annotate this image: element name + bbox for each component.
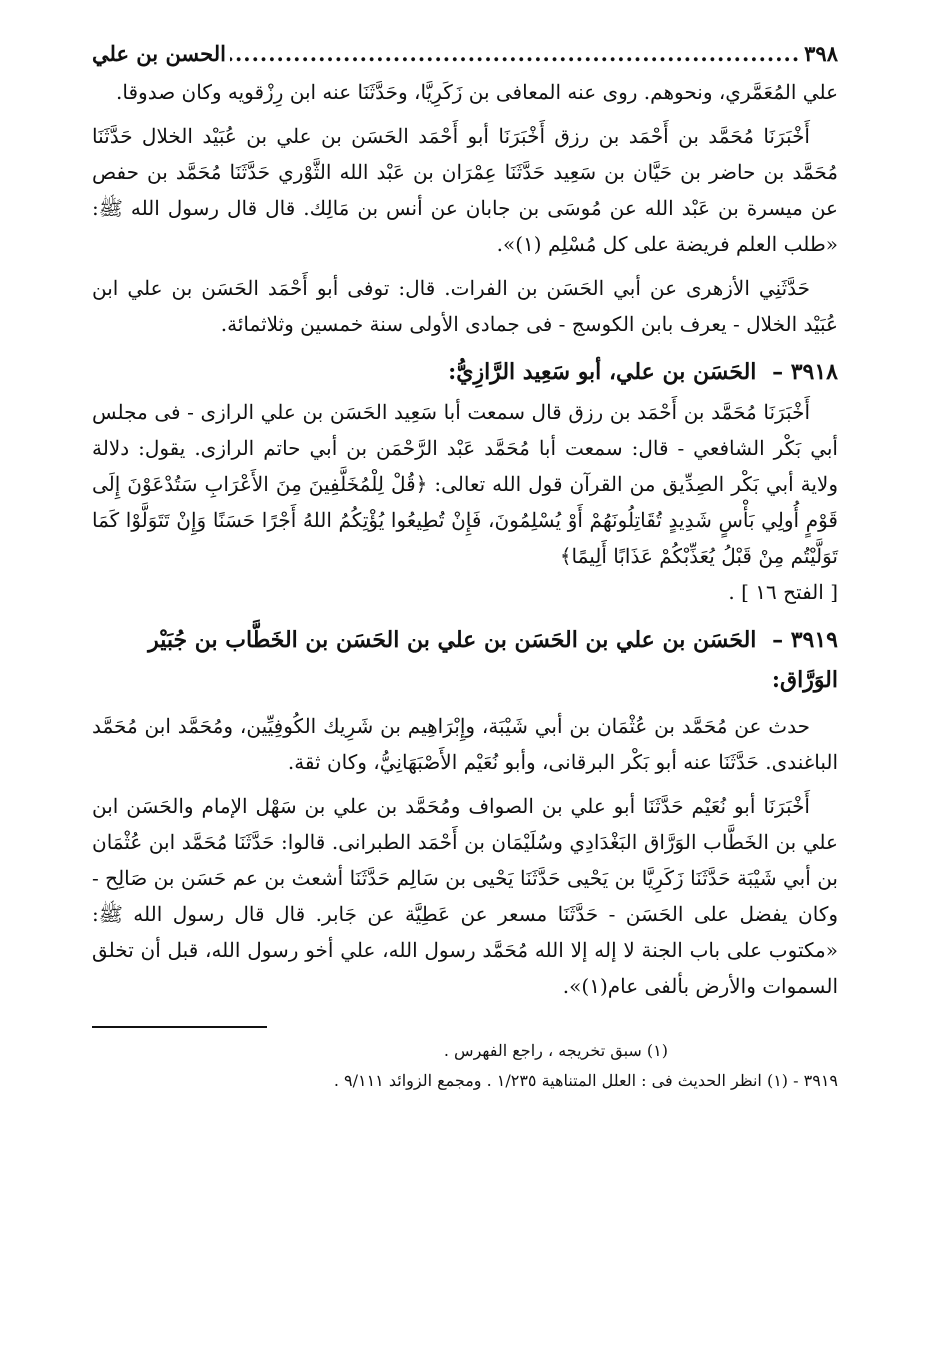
running-title: الحسن بن علي [92,41,226,66]
entry-heading-3919 [92,620,838,700]
hadith-paragraph-2: أَخْبَرَنَا أبو نُعَيْم حَدَّثَنَا أبو علي بن الصواف ومُحَمَّد بن علي بن سَهْل الإمام والحَسَن ابن علي بن الخَطَّاب الوَرَّاق البَغْدَادِي وسُلَيْمَان بن أَحْمَد الطبرانى. قالوا: حَدَّثَنَا مُحَمَّد ابن عُثْمَان بن أبي شَيْبَة حَدَّثَنَا زَكَرِيَّا بن يَحْيى حَدَّثَنَا يَحْيى بن سَالِم حَدَّثَنَا أشعث بن عم حَسَن بن صَالِح - وكان يفضل على الحَسَن - حَدَّثَنَا مسعر عن عَطِيَّة عن جَابر. قال قال رسول الله ﷺ: «مكتوب على باب الجنة لا إله إلا الله مُحَمَّد رسول الله، علي أخو رسول الله، قبل أن تخلق السموات والأرض بألفى عام(١)». [92,794,838,998]
footnote-1: (١) سبق تخريجه ، راجع الفهرس . [443,1041,668,1060]
quran-reference: [ الفتح ١٦ ] . [728,580,838,604]
header-dot-leader [230,34,800,74]
document-page [92,34,838,1096]
entry-title-3919: الحَسَن بن علي بن الحَسَن بن علي بن الحَسَن بن الخَطَّاب بن جُبَيْر الوَرَّاق: [148,627,838,693]
footnote-separator [92,1026,267,1028]
page-number: ٣٩٨ [804,41,838,66]
quran-paragraph: أَخْبَرَنَا مُحَمَّد بن أَحْمَد بن رزق قال سمعت أبا سَعِيد الحَسَن بن علي الرازى - فى مجلس أبي بَكْر الشافعي - قال: سمعت أبا مُحَمَّد عَبْد الرَّحْمَن بن أبي حاتم الرازى. يقول: دلالة ولاية أبي بَكْر الصِدِّيق من القرآن قول الله تعالى: ﴿قُلْ لِلْمُخَلَّفِينَ مِنَ الأَعْرَابِ سَتُدْعَوْنَ إِلَى قَوْمٍ أُولِي بَأْسٍ شَدِيدٍ تُقَاتِلُونَهُمْ أَوْ يُسْلِمُونَ، فَإِنْ تُطِيعُوا يُؤْتِكُمُ اللهُ أَجْرًا حَسَنًا وَإِنْ تَتَوَلَّوْا كَمَا تَوَلَّيْتُم مِنْ قَبْلُ يُعَذِّبْكُمْ عَذَابًا أَلِيمًا﴾ [92,400,838,568]
death-note-paragraph: حَدَّثَنِي الأزهرى عن أبي الحَسَن بن الفرات. قال: توفى أبو أَحْمَد الحَسَن بن علي ابن عُبَيْد الخلال - يعرف بابن الكوسج - فى جمادى الأولى سنة خمسين وثلاثمائة. [92,276,838,336]
entry-title-3918: الحَسَن بن علي، أبو سَعِيد الرَّازِيُّ: [448,359,757,385]
entry-number-3918: ٣٩١٨ – [772,359,838,385]
paragraph-continuation: علي المُعَمَّري، ونحوهم. روى عنه المعافى بن زَكَرِيَّا، وحَدَّثَنَا عنه ابن رِزْقويه وكان صدوقا. [116,80,838,104]
hadith-paragraph-1: أَخْبَرَنَا مُحَمَّد بن أَحْمَد بن رزق أَخْبَرَنَا أبو أَحْمَد الحَسَن بن علي بن عُبَيْد الخلال حَدَّثَنَا مُحَمَّد بن حاضر بن حَيَّان بن سَعِيد حَدَّثَنَا عِمْرَان بن عَبْد الله الثَّوْري حَدَّثَنَا مُحَمَّد بن حفص عن ميسرة بن عَبْد الله عن مُوسَى بن جابان عن أنس بن مَالِك. قال قال رسول الله ﷺ: «طلب العلم فريضة على كل مُسْلِم (١)». [92,124,838,256]
entry-heading-3918 [92,352,838,392]
running-header [92,34,838,74]
footnote-2: ٣٩١٩ - (١) انظر الحديث فى : العلل المتناهية ١/٢٣٥ . ومجمع الزوائد ٩/١١١ . [333,1071,838,1090]
narrator-paragraph: حدث عن مُحَمَّد بن عُثْمَان بن أبي شَيْبَة، وإِبْرَاهِيم بن شَرِيك الكُوفِيِّين، ومُحَمَّد ابن مُحَمَّد الباغندى. حَدَّثَنَا عنه أبو بَكْر البرقانى، وأبو نُعَيْم الأَصْبَهَانِيُّ، وكان ثقة. [92,714,838,774]
footnotes [92,1036,838,1096]
entry-number-3919: ٣٩١٩ – [772,627,838,653]
